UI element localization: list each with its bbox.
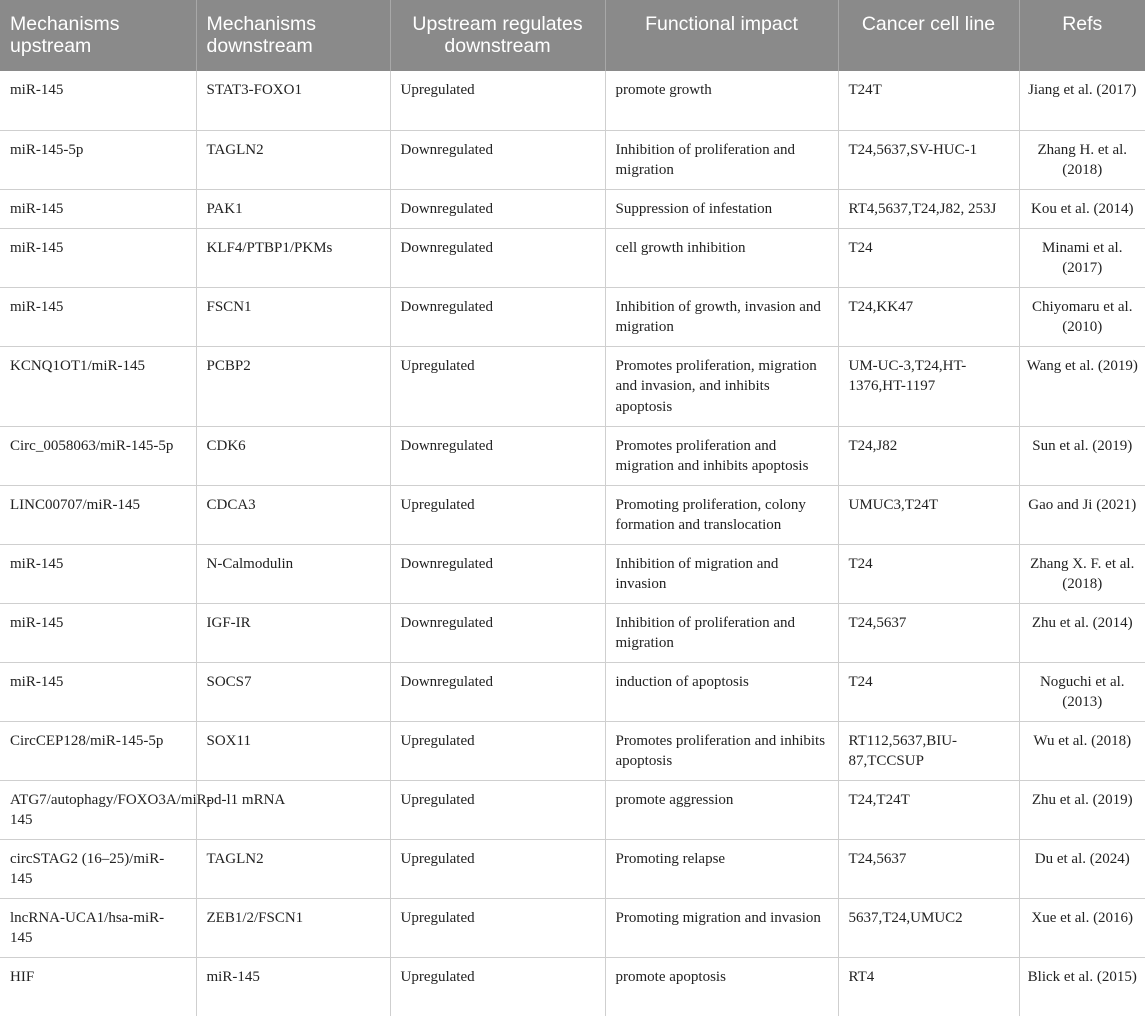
cell-ref: Wu et al. (2018) <box>1019 721 1145 780</box>
table-row <box>0 721 1145 780</box>
cell-ref: Wang et al. (2019) <box>1019 346 1145 426</box>
cell-regulation: Upregulated <box>390 485 605 544</box>
cell-downstream: ZEB1/2/FSCN1 <box>196 898 390 957</box>
cell-ref: Zhang X. F. et al. (2018) <box>1019 544 1145 603</box>
table-row <box>0 898 1145 957</box>
cell-upstream: circSTAG2 (16–25)/miR-145 <box>0 839 196 898</box>
cell-functional-impact: induction of apoptosis <box>605 662 838 721</box>
cell-functional-impact: promote growth <box>605 71 838 130</box>
cell-regulation: Upregulated <box>390 957 605 1016</box>
cell-regulation: Downregulated <box>390 228 605 287</box>
cell-upstream: miR-145 <box>0 189 196 228</box>
cell-downstream: KLF4/PTBP1/PKMs <box>196 228 390 287</box>
cell-downstream: CDK6 <box>196 426 390 485</box>
cell-cancer-cell-line: T24 <box>838 544 1019 603</box>
cell-upstream: miR-145 <box>0 228 196 287</box>
cell-functional-impact: promote apoptosis <box>605 957 838 1016</box>
cell-regulation: Upregulated <box>390 839 605 898</box>
cell-upstream: Circ_0058063/miR-145-5p <box>0 426 196 485</box>
cell-ref: Gao and Ji (2021) <box>1019 485 1145 544</box>
cell-downstream: PAK1 <box>196 189 390 228</box>
cell-regulation: Downregulated <box>390 544 605 603</box>
cell-functional-impact: Inhibition of proliferation and migration <box>605 130 838 189</box>
cell-downstream: PCBP2 <box>196 346 390 426</box>
cell-upstream: miR-145 <box>0 287 196 346</box>
cell-downstream: pd-l1 mRNA <box>196 780 390 839</box>
cell-regulation: Downregulated <box>390 603 605 662</box>
cell-regulation: Downregulated <box>390 189 605 228</box>
cell-downstream: IGF-IR <box>196 603 390 662</box>
cell-downstream: N-Calmodulin <box>196 544 390 603</box>
table-row <box>0 485 1145 544</box>
cell-downstream: TAGLN2 <box>196 130 390 189</box>
table-row <box>0 957 1145 1016</box>
cell-cancer-cell-line: T24,5637,SV-HUC-1 <box>838 130 1019 189</box>
cell-cancer-cell-line: RT4 <box>838 957 1019 1016</box>
cell-regulation: Upregulated <box>390 721 605 780</box>
cell-regulation: Downregulated <box>390 287 605 346</box>
cell-cancer-cell-line: T24 <box>838 662 1019 721</box>
header-mechanisms-upstream: Mechanisms upstream <box>0 0 196 71</box>
cell-ref: Xue et al. (2016) <box>1019 898 1145 957</box>
cell-downstream: FSCN1 <box>196 287 390 346</box>
cell-ref: Zhu et al. (2019) <box>1019 780 1145 839</box>
cell-cancer-cell-line: UM-UC-3,T24,HT-1376,HT-1197 <box>838 346 1019 426</box>
header-cancer-cell-line: Cancer cell line <box>838 0 1019 71</box>
table-row <box>0 346 1145 426</box>
cell-upstream: KCNQ1OT1/miR-145 <box>0 346 196 426</box>
cell-downstream: TAGLN2 <box>196 839 390 898</box>
cell-upstream: CircCEP128/miR-145-5p <box>0 721 196 780</box>
cell-ref: Sun et al. (2019) <box>1019 426 1145 485</box>
cell-cancer-cell-line: T24,J82 <box>838 426 1019 485</box>
table-row <box>0 662 1145 721</box>
cell-cancer-cell-line: UMUC3,T24T <box>838 485 1019 544</box>
cell-regulation: Upregulated <box>390 346 605 426</box>
cell-cancer-cell-line: T24,5637 <box>838 603 1019 662</box>
cell-functional-impact: Inhibition of migration and invasion <box>605 544 838 603</box>
header-upstream-regulates-downstream: Upstream regulates downstream <box>390 0 605 71</box>
cell-upstream: miR-145 <box>0 603 196 662</box>
cell-upstream: lncRNA-UCA1/hsa-miR-145 <box>0 898 196 957</box>
table-row <box>0 544 1145 603</box>
header-functional-impact: Functional impact <box>605 0 838 71</box>
cell-functional-impact: Promoting relapse <box>605 839 838 898</box>
cell-ref: Chiyomaru et al. (2010) <box>1019 287 1145 346</box>
cell-downstream: miR-145 <box>196 957 390 1016</box>
cell-upstream: ATG7/autophagy/FOXO3A/miR-145 <box>0 780 196 839</box>
cell-functional-impact: Promotes proliferation and migration and inhibits apoptosis <box>605 426 838 485</box>
cell-ref: Minami et al. (2017) <box>1019 228 1145 287</box>
cell-upstream: LINC00707/miR-145 <box>0 485 196 544</box>
cell-functional-impact: Promotes proliferation, migration and invasion, and inhibits apoptosis <box>605 346 838 426</box>
cell-upstream: miR-145 <box>0 71 196 130</box>
table-row <box>0 780 1145 839</box>
cell-cancer-cell-line: T24,KK47 <box>838 287 1019 346</box>
table-row <box>0 839 1145 898</box>
cell-functional-impact: cell growth inhibition <box>605 228 838 287</box>
cell-regulation: Upregulated <box>390 780 605 839</box>
cell-regulation: Downregulated <box>390 662 605 721</box>
cell-upstream: HIF <box>10 968 35 985</box>
cell-cancer-cell-line: T24T <box>838 71 1019 130</box>
cell-functional-impact: Inhibition of growth, invasion and migration <box>605 287 838 346</box>
cell-functional-impact: Promoting migration and invasion <box>605 898 838 957</box>
table-row <box>0 287 1145 346</box>
cell-upstream: miR-145 <box>0 544 196 603</box>
cell-downstream: CDCA3 <box>196 485 390 544</box>
cell-cancer-cell-line: T24,5637 <box>838 839 1019 898</box>
cell-ref: Blick et al. (2015) <box>1019 957 1145 1016</box>
cell-ref: Noguchi et al. (2013) <box>1019 662 1145 721</box>
cell-ref: Jiang et al. (2017) <box>1019 71 1145 130</box>
table-row <box>0 189 1145 228</box>
cell-regulation: Upregulated <box>390 71 605 130</box>
cell-ref: Kou et al. (2014) <box>1019 189 1145 228</box>
cell-functional-impact: Promoting proliferation, colony formation and translocation <box>605 485 838 544</box>
table-row <box>0 130 1145 189</box>
cell-cancer-cell-line: RT112,5637,BIU-87,TCCSUP <box>838 721 1019 780</box>
cell-ref: Zhang H. et al. (2018) <box>1019 130 1145 189</box>
cell-ref: Du et al. (2024) <box>1019 839 1145 898</box>
cell-downstream: STAT3-FOXO1 <box>196 71 390 130</box>
cell-regulation: Downregulated <box>390 130 605 189</box>
cell-cancer-cell-line: RT4,5637,T24,J82, 253J <box>838 189 1019 228</box>
cell-cancer-cell-line: 5637,T24,UMUC2 <box>838 898 1019 957</box>
cell-functional-impact: Suppression of infestation <box>605 189 838 228</box>
cell-functional-impact: Promotes proliferation and inhibits apoptosis <box>605 721 838 780</box>
cell-functional-impact: Inhibition of proliferation and migration <box>605 603 838 662</box>
cell-upstream: miR-145 <box>0 662 196 721</box>
cell-regulation: Upregulated <box>390 898 605 957</box>
header-row <box>0 0 1145 71</box>
cell-cancer-cell-line: T24,T24T <box>838 780 1019 839</box>
table-row <box>0 71 1145 130</box>
header-refs: Refs <box>1019 0 1145 71</box>
cell-downstream: SOX11 <box>196 721 390 780</box>
table-row <box>0 603 1145 662</box>
table-row <box>0 426 1145 485</box>
header-mechanisms-downstream: Mechanisms downstream <box>196 0 390 71</box>
cell-functional-impact: promote aggression <box>605 780 838 839</box>
cell-downstream: SOCS7 <box>196 662 390 721</box>
cell-regulation: Downregulated <box>390 426 605 485</box>
cell-ref: Zhu et al. (2014) <box>1019 603 1145 662</box>
table-row <box>0 228 1145 287</box>
cell-upstream: miR-145-5p <box>0 130 196 189</box>
cell-cancer-cell-line: T24 <box>838 228 1019 287</box>
